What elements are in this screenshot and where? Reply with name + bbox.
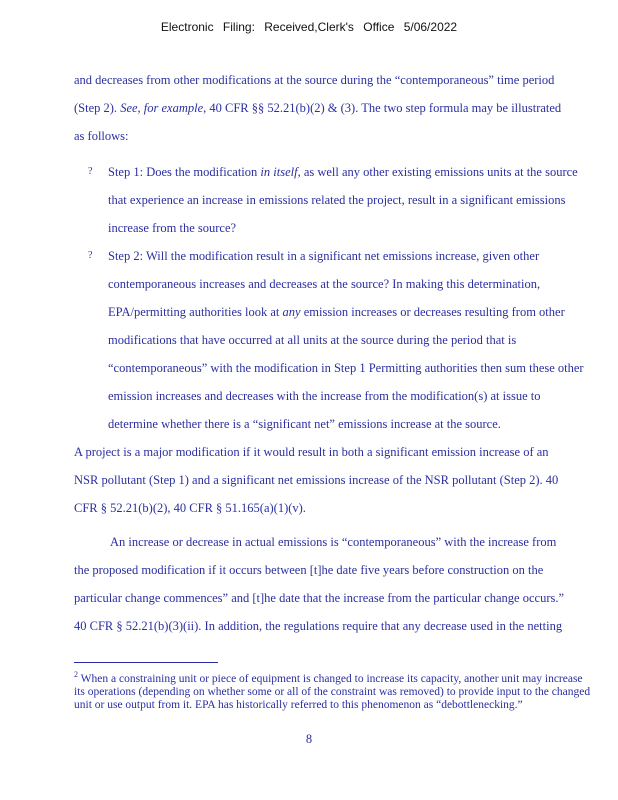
paragraph-text: , 40 CFR §§ 52.21(b)(2) & (3). The two step formula may be illustrated as follows: [74,101,562,143]
step-text: Step 1: Does the modification [108,165,261,179]
list-item-step-2 [88,242,588,438]
footnote [74,668,594,712]
step-text: Step 2: Will the modification result in a significant net emissions increase, given other contemporaneous increases and decreases at the source? In making this determination, EPA/permitting authorities look at [108,249,541,319]
italic-citation-signal: See, for example [120,101,204,115]
list-item-step-1 [88,158,588,242]
bullet-marker: ? [88,250,93,261]
steps-list [88,158,588,438]
step-text: , as well any other existing emissions units at the source that experience an increase in emissions related the project, result in a significant emissions increase from the source? [108,165,578,235]
footnote-divider [74,662,218,663]
italic-emphasis: in itself [260,165,298,179]
paragraph-major-modification: A project is a major modification if it would result in both a significant emission increase of an NSR pollutant (Step 1) and a significant net emissions increase of the NSR pollutant (Step 2). 40 CFR § 52.21(b)(2), 40 CFR § 51.165(a)(1)(v). [74,445,559,515]
footnote-text: When a constraining unit or piece of equipment is changed to increase its capacity, another unit may increase its operations (depending on whether some or all of the constraint was removed) to provide input to the changed unit or use output from it. EPA has historically referred to this phenomenon as “debottlenecking.” [74,672,591,711]
step-text: emission increases or decreases resulting from other modifications that have occurred at all units at the source during the period that is “contemporaneous” with the modification in Step 1 Permitting authorities then sum these other emission increases and decreases with the increase from the modification(s) at issue to determine whether there is a “significant net” emissions increase at the source. [108,305,584,431]
paragraph-two-step-intro [74,66,574,150]
filing-header: Electronic Filing: Received,Clerk's Office 5/06/2022 [160,20,458,34]
page-number: 8 [305,732,313,746]
footnote-number: 2 [74,670,78,679]
bullet-marker: ? [88,166,93,177]
paragraph-contemporaneous: An increase or decrease in actual emissions is “contemporaneous” with the increase from the proposed modification if it occurs between [t]he date five years before construction on the particular change commences” and [t]he date that the increase from the particular change occurs.” 40 CFR § 52.21(b)(3)(ii). In addition, the regulations require that any decrease used in the netting [74,535,565,633]
paragraph-text: and decreases from other modifications at the source during the “contemporaneous” time period (Step 2). [74,73,555,115]
italic-emphasis: any [282,305,301,319]
